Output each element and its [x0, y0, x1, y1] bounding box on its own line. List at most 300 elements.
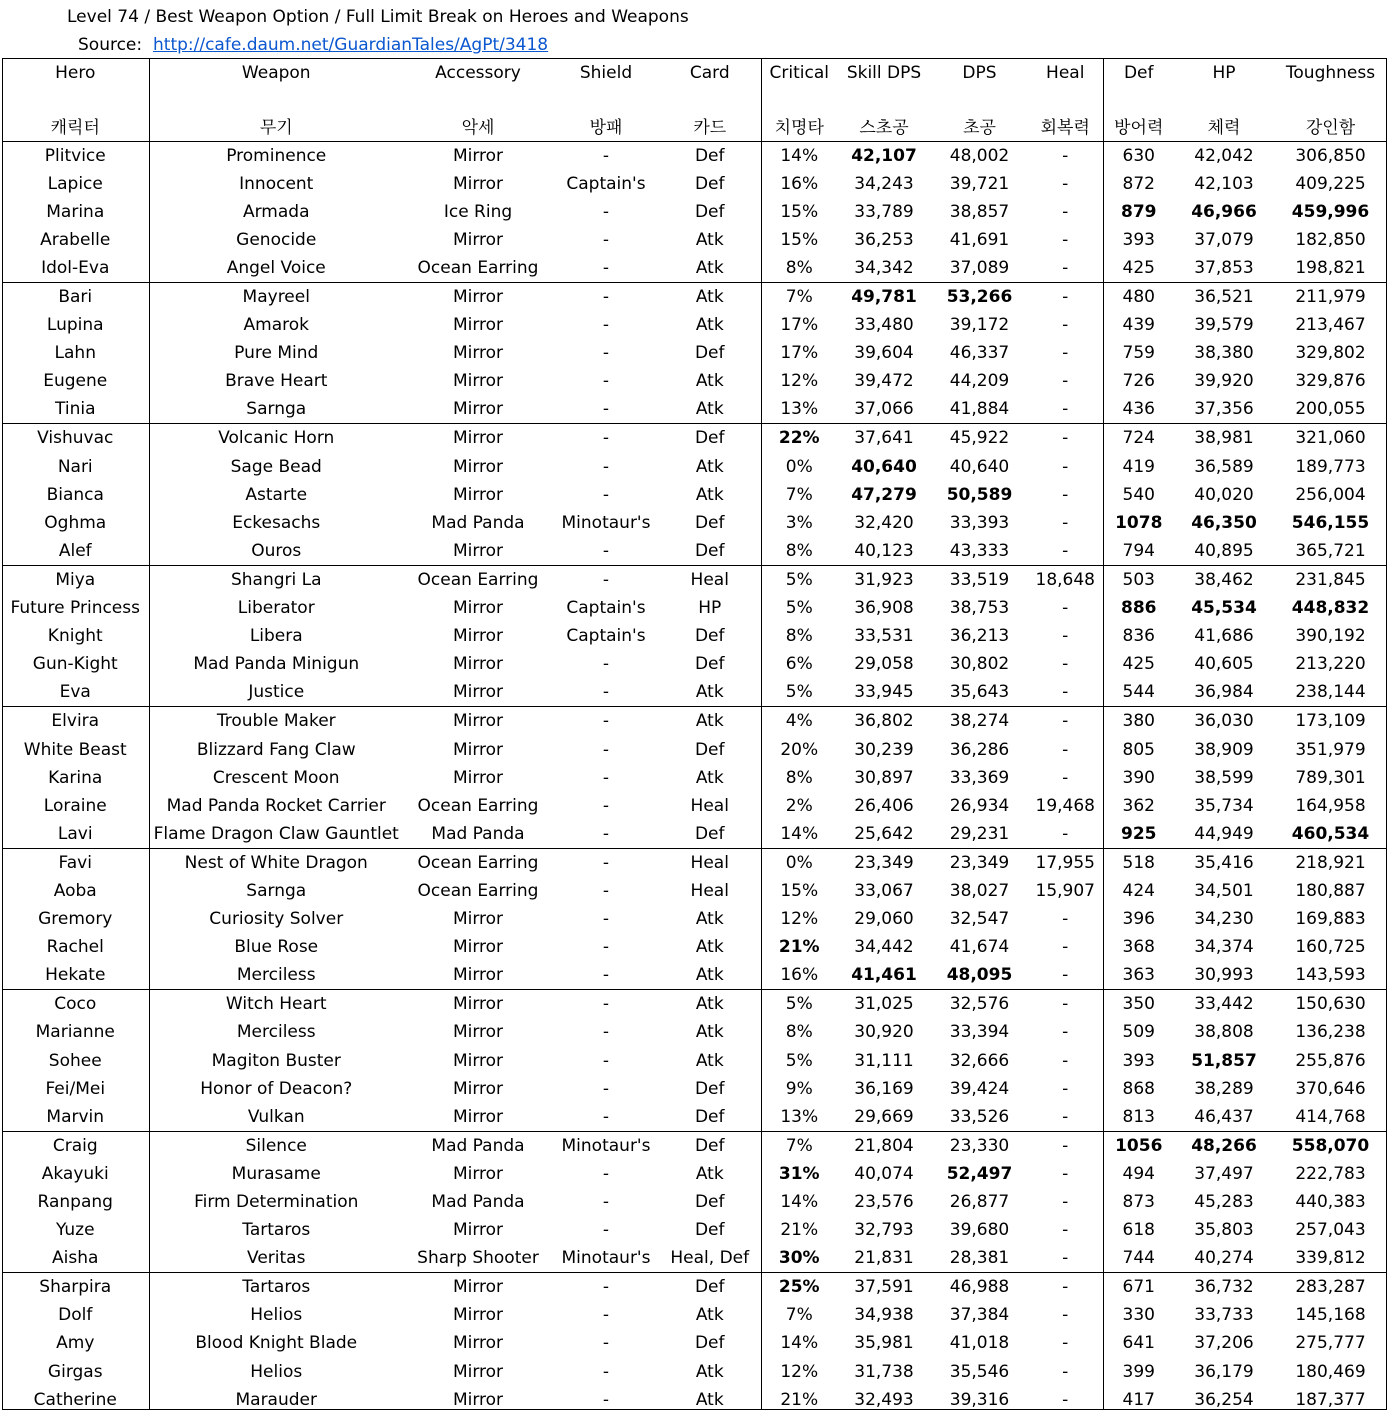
cell-heal[interactable]: -: [1028, 990, 1103, 1019]
cell-heal[interactable]: -: [1028, 1329, 1103, 1357]
cell-shield[interactable]: -: [602, 1050, 610, 1071]
cell-card[interactable]: Atk: [659, 453, 761, 481]
cell-card[interactable]: Atk: [659, 707, 761, 736]
cell-weapon[interactable]: Astarte: [149, 481, 403, 509]
cell-heal[interactable]: -: [1028, 905, 1103, 933]
cell-shield[interactable]: -: [553, 424, 659, 453]
cell-accessory[interactable]: Mirror: [452, 739, 504, 760]
cell-toughness[interactable]: 390,192: [1295, 626, 1366, 647]
cell-toughness[interactable]: 238,144: [1295, 682, 1366, 703]
cell-def[interactable]: 925: [1103, 820, 1174, 849]
cell-weapon[interactable]: Angel Voice: [149, 254, 403, 283]
cell-weapon[interactable]: Mad Panda Minigun: [149, 650, 403, 678]
cell-weapon[interactable]: Nest of White Dragon: [149, 848, 403, 877]
cell-shield[interactable]: -: [602, 965, 610, 986]
cell-hp[interactable]: 38,808: [1194, 1022, 1254, 1043]
cell-dps[interactable]: 32,547: [949, 909, 1010, 930]
cell-skill-dps[interactable]: 34,938: [854, 1305, 914, 1326]
col-header-skill-dps[interactable]: Skill DPS: [846, 63, 922, 83]
cell-skill-dps[interactable]: 32,793: [854, 1220, 914, 1241]
cell-hero[interactable]: Arabelle: [2, 226, 149, 254]
cell-accessory[interactable]: Mirror: [452, 767, 504, 788]
cell-def[interactable]: 744: [1103, 1244, 1174, 1273]
cell-hero[interactable]: Girgas: [2, 1358, 149, 1386]
cell-hp[interactable]: 46,437: [1194, 1106, 1254, 1127]
cell-hero[interactable]: Vishuvac: [2, 424, 149, 453]
cell-dps[interactable]: 48,002: [949, 145, 1010, 166]
cell-dps[interactable]: 33,519: [931, 565, 1028, 594]
cell-skill-dps[interactable]: 30,897: [854, 767, 914, 788]
cell-toughness[interactable]: 150,630: [1274, 990, 1387, 1019]
cell-accessory[interactable]: Mirror: [452, 1305, 504, 1326]
cell-toughness[interactable]: 160,725: [1295, 937, 1366, 958]
cell-hero[interactable]: Marvin: [2, 1103, 149, 1132]
cell-heal[interactable]: -: [1028, 1160, 1103, 1188]
cell-card[interactable]: Atk: [659, 311, 761, 339]
cell-dps[interactable]: 23,349: [931, 848, 1028, 877]
cell-hp[interactable]: 39,920: [1194, 371, 1254, 392]
cell-skill-dps[interactable]: 34,342: [854, 257, 914, 278]
cell-card[interactable]: Def: [659, 198, 761, 226]
cell-weapon[interactable]: Libera: [149, 622, 403, 650]
cell-heal[interactable]: -: [1028, 961, 1103, 990]
cell-skill-dps[interactable]: 31,025: [837, 990, 931, 1019]
cell-dps[interactable]: 36,286: [949, 739, 1010, 760]
cell-accessory[interactable]: Ice Ring: [443, 201, 513, 222]
cell-skill-dps[interactable]: 23,349: [837, 848, 931, 877]
cell-hp[interactable]: 34,374: [1194, 937, 1254, 958]
cell-hero[interactable]: Idol-Eva: [2, 254, 149, 283]
cell-weapon[interactable]: Mayreel: [149, 282, 403, 311]
cell-def[interactable]: 813: [1103, 1103, 1174, 1132]
cell-critical[interactable]: 17%: [761, 311, 837, 339]
cell-def[interactable]: 724: [1103, 424, 1174, 453]
cell-def[interactable]: 393: [1103, 226, 1174, 254]
cell-skill-dps[interactable]: 30,239: [854, 739, 914, 760]
cell-accessory[interactable]: Mirror: [452, 371, 504, 392]
cell-accessory[interactable]: Mad Panda: [431, 823, 525, 844]
col-header-hp-ko[interactable]: 체력: [1174, 109, 1274, 141]
cell-toughness[interactable]: 558,070: [1274, 1131, 1387, 1160]
cell-shield[interactable]: -: [602, 371, 610, 392]
cell-card[interactable]: Def: [659, 622, 761, 650]
cell-weapon[interactable]: Honor of Deacon?: [149, 1075, 403, 1103]
cell-accessory[interactable]: Mirror: [452, 909, 504, 930]
cell-def[interactable]: 641: [1103, 1329, 1174, 1357]
cell-critical[interactable]: 16%: [761, 170, 837, 198]
col-header-card[interactable]: Card: [659, 59, 761, 109]
cell-shield[interactable]: -: [602, 540, 610, 561]
cell-hero[interactable]: Eugene: [2, 367, 149, 395]
cell-hp[interactable]: 48,266: [1174, 1131, 1274, 1160]
cell-card[interactable]: Def: [659, 509, 761, 537]
cell-skill-dps[interactable]: 26,406: [854, 795, 914, 816]
cell-skill-dps[interactable]: 34,243: [854, 173, 914, 194]
cell-dps[interactable]: 29,231: [949, 823, 1010, 844]
cell-card[interactable]: Def: [659, 1329, 761, 1357]
cell-toughness[interactable]: 460,534: [1291, 823, 1370, 844]
cell-critical[interactable]: 5%: [761, 565, 837, 594]
cell-dps[interactable]: 35,546: [949, 1361, 1010, 1382]
cell-dps[interactable]: 39,680: [949, 1220, 1010, 1241]
cell-toughness[interactable]: 218,921: [1274, 848, 1387, 877]
cell-toughness[interactable]: 275,777: [1295, 1333, 1366, 1354]
cell-weapon[interactable]: Blue Rose: [149, 933, 403, 961]
cell-dps[interactable]: 41,884: [949, 399, 1010, 420]
cell-toughness[interactable]: 789,301: [1295, 767, 1366, 788]
cell-toughness[interactable]: 164,958: [1295, 795, 1366, 816]
cell-dps[interactable]: 52,497: [946, 1163, 1013, 1184]
cell-hero[interactable]: Amy: [2, 1329, 149, 1357]
cell-shield[interactable]: -: [602, 456, 610, 477]
cell-hp[interactable]: 38,289: [1194, 1078, 1254, 1099]
cell-def[interactable]: 879: [1103, 198, 1174, 226]
cell-accessory[interactable]: Ocean Earring: [417, 880, 539, 901]
cell-dps[interactable]: 30,802: [949, 654, 1010, 675]
cell-critical[interactable]: 6%: [761, 650, 837, 678]
cell-skill-dps[interactable]: 36,802: [837, 707, 931, 736]
cell-weapon[interactable]: Merciless: [149, 961, 403, 990]
cell-heal[interactable]: -: [1028, 933, 1103, 961]
cell-weapon[interactable]: Trouble Maker: [149, 707, 403, 736]
cell-hero[interactable]: Akayuki: [2, 1160, 149, 1188]
cell-skill-dps[interactable]: 41,461: [851, 965, 917, 986]
cell-hp[interactable]: 34,501: [1194, 880, 1254, 901]
cell-weapon[interactable]: Sarnga: [149, 877, 403, 905]
col-header-toughness[interactable]: Toughness: [1285, 63, 1376, 83]
cell-hero[interactable]: Ranpang: [2, 1188, 149, 1216]
cell-accessory[interactable]: Mad Panda: [431, 1192, 525, 1213]
cell-shield[interactable]: -: [602, 937, 610, 958]
cell-skill-dps[interactable]: 33,480: [854, 315, 914, 336]
cell-critical[interactable]: 0%: [761, 848, 837, 877]
cell-def[interactable]: 618: [1103, 1216, 1174, 1244]
cell-heal[interactable]: -: [1028, 481, 1103, 509]
source-link[interactable]: http://cafe.daum.net/GuardianTales/AgPt/3418: [153, 35, 549, 55]
col-header-critical[interactable]: Critical: [761, 59, 837, 109]
cell-toughness[interactable]: 257,043: [1295, 1220, 1366, 1241]
cell-def[interactable]: 480: [1103, 282, 1174, 311]
cell-weapon[interactable]: Pure Mind: [149, 339, 403, 367]
cell-accessory[interactable]: Mirror: [452, 484, 504, 505]
cell-heal[interactable]: -: [1028, 1273, 1103, 1302]
cell-card[interactable]: Atk: [659, 933, 761, 961]
cell-hero[interactable]: Bianca: [2, 481, 149, 509]
cell-toughness[interactable]: 200,055: [1295, 399, 1366, 420]
cell-heal[interactable]: -: [1028, 1386, 1103, 1410]
cell-card[interactable]: Def: [659, 424, 761, 453]
cell-toughness[interactable]: 136,238: [1295, 1022, 1366, 1043]
cell-critical[interactable]: 7%: [761, 282, 837, 311]
cell-heal[interactable]: 19,468: [1028, 792, 1103, 820]
cell-hp[interactable]: 38,599: [1194, 767, 1254, 788]
cell-toughness[interactable]: 231,845: [1274, 565, 1387, 594]
cell-critical[interactable]: 31%: [761, 1160, 837, 1188]
cell-hero[interactable]: Sohee: [2, 1047, 149, 1075]
cell-accessory[interactable]: Mirror: [452, 937, 504, 958]
cell-toughness[interactable]: 339,812: [1295, 1248, 1366, 1269]
cell-weapon[interactable]: Amarok: [149, 311, 403, 339]
cell-card[interactable]: Atk: [659, 990, 761, 1019]
cell-def[interactable]: 1056: [1103, 1131, 1174, 1160]
cell-card[interactable]: Heal: [659, 877, 761, 905]
cell-toughness[interactable]: 306,850: [1295, 145, 1366, 166]
cell-heal[interactable]: -: [1028, 735, 1103, 763]
cell-shield[interactable]: -: [602, 1361, 610, 1382]
cell-weapon[interactable]: Tartaros: [149, 1216, 403, 1244]
cell-accessory[interactable]: Mirror: [452, 626, 504, 647]
cell-accessory[interactable]: Mirror: [452, 343, 504, 364]
cell-heal[interactable]: -: [1028, 254, 1103, 283]
cell-accessory[interactable]: Mirror: [403, 707, 553, 736]
cell-hero[interactable]: Lavi: [2, 820, 149, 849]
cell-weapon[interactable]: Merciless: [149, 1018, 403, 1046]
cell-card[interactable]: Def: [659, 650, 761, 678]
cell-toughness[interactable]: 213,467: [1295, 315, 1366, 336]
cell-skill-dps[interactable]: 40,074: [854, 1163, 914, 1184]
cell-card[interactable]: Heal: [659, 565, 761, 594]
cell-heal[interactable]: 17,955: [1028, 848, 1103, 877]
cell-dps[interactable]: 35,643: [949, 682, 1010, 703]
cell-critical[interactable]: 20%: [761, 735, 837, 763]
cell-critical[interactable]: 13%: [761, 1103, 837, 1132]
cell-weapon[interactable]: Magiton Buster: [149, 1047, 403, 1075]
cell-shield[interactable]: -: [553, 707, 659, 736]
cell-shield[interactable]: Minotaur's: [561, 512, 651, 533]
cell-shield[interactable]: -: [602, 909, 610, 930]
cell-heal[interactable]: -: [1028, 226, 1103, 254]
cell-card[interactable]: Atk: [659, 678, 761, 707]
cell-shield[interactable]: -: [602, 682, 610, 703]
col-header-heal-ko[interactable]: 회복력: [1028, 109, 1103, 141]
cell-shield[interactable]: -: [602, 229, 610, 250]
cell-hp[interactable]: 46,966: [1191, 201, 1257, 222]
cell-skill-dps[interactable]: 36,253: [854, 229, 914, 250]
cell-critical[interactable]: 13%: [761, 395, 837, 424]
cell-hero[interactable]: Oghma: [2, 509, 149, 537]
col-header-hero[interactable]: Hero: [2, 59, 149, 109]
cell-hp[interactable]: 44,949: [1194, 823, 1254, 844]
cell-card[interactable]: Def: [659, 1273, 761, 1302]
cell-hero[interactable]: Aisha: [2, 1244, 149, 1273]
cell-def[interactable]: 399: [1103, 1358, 1174, 1386]
cell-weapon[interactable]: Blizzard Fang Claw: [149, 735, 403, 763]
cell-def[interactable]: 873: [1103, 1188, 1174, 1216]
cell-hp[interactable]: 40,605: [1194, 654, 1254, 675]
cell-accessory[interactable]: Mirror: [452, 145, 504, 166]
cell-shield[interactable]: -: [602, 880, 610, 901]
cell-hp[interactable]: 45,283: [1194, 1192, 1254, 1213]
cell-heal[interactable]: -: [1028, 198, 1103, 226]
cell-def[interactable]: 425: [1103, 650, 1174, 678]
cell-skill-dps[interactable]: 31,923: [837, 565, 931, 594]
cell-heal[interactable]: -: [1028, 820, 1103, 849]
cell-shield[interactable]: -: [553, 282, 659, 311]
cell-card[interactable]: Def: [659, 141, 761, 170]
cell-card[interactable]: Atk: [659, 254, 761, 283]
cell-hp[interactable]: 36,589: [1194, 456, 1254, 477]
cell-critical[interactable]: 12%: [761, 367, 837, 395]
cell-critical[interactable]: 15%: [761, 877, 837, 905]
cell-shield[interactable]: -: [553, 848, 659, 877]
cell-accessory[interactable]: Mirror: [452, 540, 504, 561]
cell-toughness[interactable]: 145,168: [1295, 1305, 1366, 1326]
cell-skill-dps[interactable]: 29,058: [854, 654, 914, 675]
cell-toughness[interactable]: 351,979: [1295, 739, 1366, 760]
cell-shield[interactable]: -: [602, 1389, 610, 1410]
cell-critical[interactable]: 8%: [761, 537, 837, 566]
cell-accessory[interactable]: Mad Panda: [403, 1131, 553, 1160]
cell-card[interactable]: Def: [659, 537, 761, 566]
cell-heal[interactable]: -: [1028, 1188, 1103, 1216]
cell-card[interactable]: Atk: [659, 961, 761, 990]
cell-def[interactable]: 794: [1103, 537, 1174, 566]
cell-critical[interactable]: 15%: [761, 198, 837, 226]
cell-heal[interactable]: -: [1028, 1358, 1103, 1386]
cell-shield[interactable]: -: [602, 767, 610, 788]
cell-hp[interactable]: 38,909: [1194, 739, 1254, 760]
cell-def[interactable]: 759: [1103, 339, 1174, 367]
cell-critical[interactable]: 25%: [761, 1273, 837, 1302]
cell-hero[interactable]: Dolf: [2, 1301, 149, 1329]
cell-critical[interactable]: 7%: [761, 481, 837, 509]
cell-hero[interactable]: Future Princess: [2, 594, 149, 622]
cell-hp[interactable]: 33,733: [1194, 1305, 1254, 1326]
col-header-accessory[interactable]: Accessory: [435, 63, 521, 83]
cell-heal[interactable]: -: [1028, 509, 1103, 537]
cell-def[interactable]: 805: [1103, 735, 1174, 763]
cell-card[interactable]: Atk: [659, 905, 761, 933]
col-header-def-ko[interactable]: 방어력: [1103, 109, 1174, 141]
cell-hp[interactable]: 51,857: [1191, 1050, 1257, 1071]
cell-weapon[interactable]: Marauder: [149, 1386, 403, 1410]
cell-def[interactable]: 518: [1103, 848, 1174, 877]
cell-weapon[interactable]: Crescent Moon: [149, 764, 403, 792]
cell-dps[interactable]: 26,934: [949, 795, 1010, 816]
cell-heal[interactable]: -: [1028, 1018, 1103, 1046]
cell-accessory[interactable]: Mirror: [452, 1078, 504, 1099]
cell-critical[interactable]: 8%: [761, 764, 837, 792]
cell-hero[interactable]: White Beast: [2, 735, 149, 763]
cell-dps[interactable]: 32,576: [931, 990, 1028, 1019]
cell-weapon[interactable]: Murasame: [149, 1160, 403, 1188]
cell-hp[interactable]: 37,356: [1194, 399, 1254, 420]
cell-dps[interactable]: 33,394: [949, 1022, 1010, 1043]
cell-critical[interactable]: 0%: [761, 453, 837, 481]
cell-heal[interactable]: -: [1028, 764, 1103, 792]
cell-critical[interactable]: 5%: [761, 594, 837, 622]
cell-def[interactable]: 868: [1103, 1075, 1174, 1103]
cell-hp[interactable]: 40,274: [1194, 1248, 1254, 1269]
cell-heal[interactable]: -: [1028, 594, 1103, 622]
cell-def[interactable]: 424: [1103, 877, 1174, 905]
cell-hero[interactable]: Karina: [2, 764, 149, 792]
cell-critical[interactable]: 16%: [761, 961, 837, 990]
cell-card[interactable]: Def: [659, 1131, 761, 1160]
cell-weapon[interactable]: Mad Panda Rocket Carrier: [149, 792, 403, 820]
cell-weapon[interactable]: Brave Heart: [149, 367, 403, 395]
cell-hp[interactable]: 36,179: [1194, 1361, 1254, 1382]
cell-shield[interactable]: -: [602, 484, 610, 505]
cell-skill-dps[interactable]: 37,641: [837, 424, 931, 453]
cell-card[interactable]: Def: [659, 735, 761, 763]
cell-weapon[interactable]: Prominence: [149, 141, 403, 170]
cell-critical[interactable]: 21%: [761, 1386, 837, 1410]
cell-hp[interactable]: 37,497: [1194, 1163, 1254, 1184]
cell-shield[interactable]: -: [602, 201, 610, 222]
cell-dps[interactable]: 53,266: [931, 282, 1028, 311]
cell-shield[interactable]: Captain's: [566, 173, 646, 194]
cell-card[interactable]: Atk: [659, 1018, 761, 1046]
cell-heal[interactable]: -: [1028, 424, 1103, 453]
cell-hero[interactable]: Plitvice: [2, 141, 149, 170]
cell-card[interactable]: Atk: [659, 282, 761, 311]
cell-accessory[interactable]: Mirror: [452, 1106, 504, 1127]
cell-def[interactable]: 836: [1103, 622, 1174, 650]
cell-toughness[interactable]: 169,883: [1295, 909, 1366, 930]
cell-shield[interactable]: -: [553, 1273, 659, 1302]
cell-card[interactable]: Atk: [659, 1301, 761, 1329]
cell-heal[interactable]: -: [1028, 1047, 1103, 1075]
cell-shield[interactable]: -: [553, 565, 659, 594]
cell-card[interactable]: Def: [659, 1103, 761, 1132]
cell-heal[interactable]: -: [1028, 1301, 1103, 1329]
cell-def[interactable]: 872: [1103, 170, 1174, 198]
cell-hero[interactable]: Coco: [2, 990, 149, 1019]
cell-dps[interactable]: 41,691: [949, 229, 1010, 250]
cell-hero[interactable]: Eva: [2, 678, 149, 707]
cell-shield[interactable]: -: [602, 315, 610, 336]
cell-skill-dps[interactable]: 39,472: [854, 371, 914, 392]
cell-dps[interactable]: 28,381: [949, 1248, 1010, 1269]
cell-dps[interactable]: 38,857: [949, 201, 1010, 222]
cell-dps[interactable]: 48,095: [946, 965, 1013, 986]
cell-dps[interactable]: 37,384: [949, 1305, 1010, 1326]
cell-accessory[interactable]: Ocean Earring: [417, 257, 539, 278]
cell-critical[interactable]: 17%: [761, 339, 837, 367]
cell-hero[interactable]: Lahn: [2, 339, 149, 367]
cell-hero[interactable]: Gremory: [2, 905, 149, 933]
col-header-weapon[interactable]: Weapon: [149, 59, 403, 109]
cell-critical[interactable]: 9%: [761, 1075, 837, 1103]
cell-card[interactable]: Atk: [659, 395, 761, 424]
cell-def[interactable]: 390: [1103, 764, 1174, 792]
cell-skill-dps[interactable]: 37,066: [854, 399, 914, 420]
cell-accessory[interactable]: Ocean Earring: [417, 795, 539, 816]
cell-skill-dps[interactable]: 33,789: [854, 201, 914, 222]
cell-heal[interactable]: -: [1028, 650, 1103, 678]
cell-def[interactable]: 363: [1103, 961, 1174, 990]
cell-skill-dps[interactable]: 39,604: [854, 343, 914, 364]
cell-accessory[interactable]: Ocean Earring: [403, 848, 553, 877]
cell-hp[interactable]: 45,534: [1191, 598, 1257, 619]
cell-skill-dps[interactable]: 36,908: [854, 598, 914, 619]
cell-hp[interactable]: 35,734: [1194, 795, 1254, 816]
cell-def[interactable]: 494: [1103, 1160, 1174, 1188]
cell-hero[interactable]: Tinia: [2, 395, 149, 424]
cell-dps[interactable]: 46,337: [949, 343, 1010, 364]
cell-weapon[interactable]: Flame Dragon Claw Gauntlet: [149, 820, 403, 849]
cell-hp[interactable]: 36,521: [1174, 282, 1274, 311]
cell-def[interactable]: 544: [1103, 678, 1174, 707]
cell-def[interactable]: 1078: [1103, 509, 1174, 537]
col-header-hero-ko[interactable]: 캐릭터: [2, 109, 149, 141]
cell-critical[interactable]: 21%: [761, 933, 837, 961]
cell-skill-dps[interactable]: 25,642: [854, 823, 914, 844]
cell-critical[interactable]: 14%: [761, 141, 837, 170]
cell-critical[interactable]: 14%: [761, 1329, 837, 1357]
cell-toughness[interactable]: 321,060: [1274, 424, 1387, 453]
